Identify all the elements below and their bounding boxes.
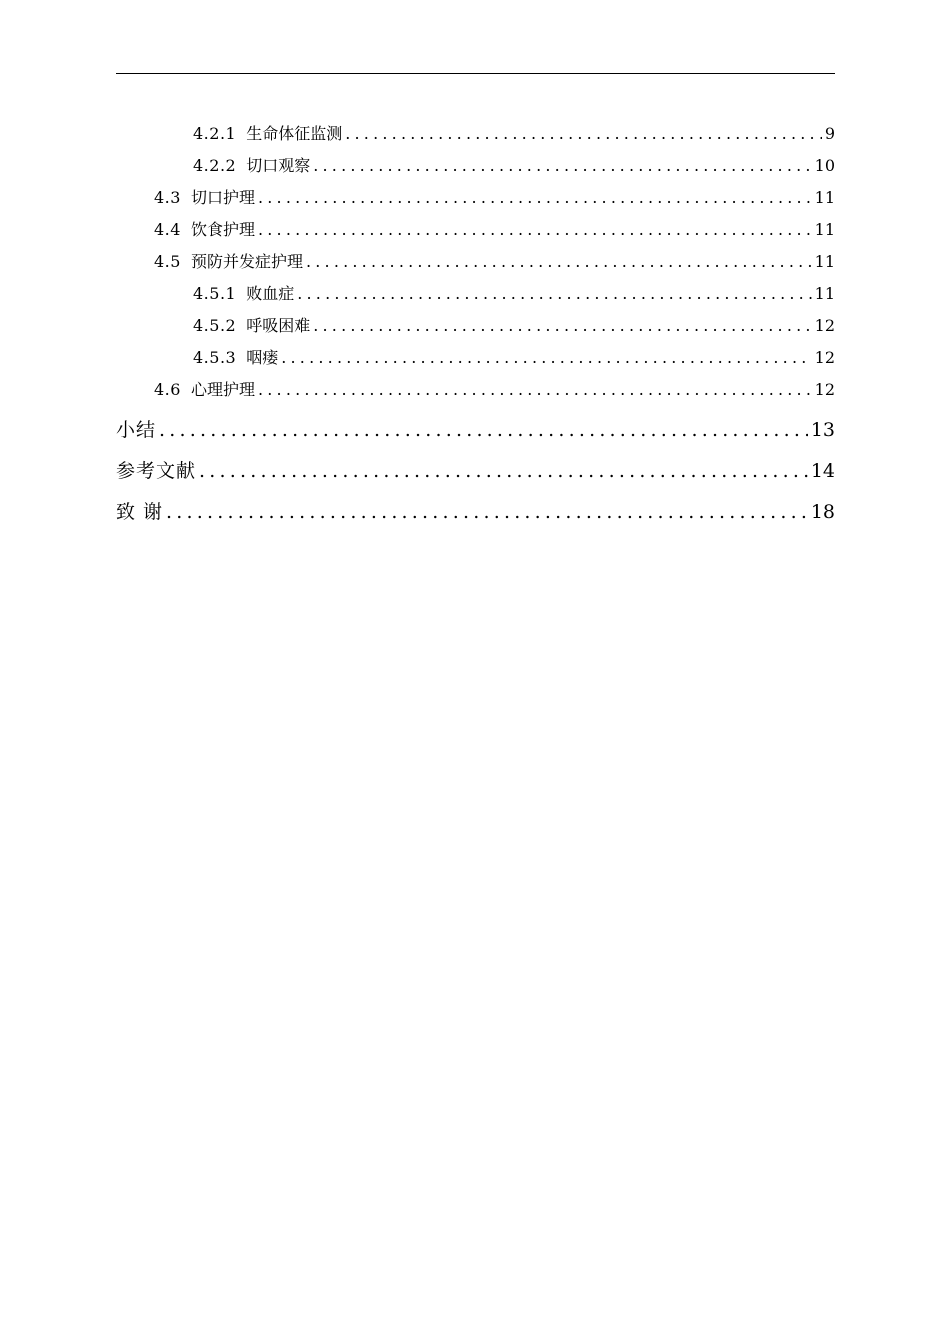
toc-entry-4-2-2 bbox=[116, 150, 835, 182]
toc-entry-page: 12 bbox=[814, 380, 835, 399]
toc-entry-4-5-1 bbox=[116, 278, 835, 310]
toc-entry-title: 败血症 bbox=[246, 284, 295, 303]
toc-dot-leader bbox=[199, 451, 808, 492]
toc-entry-number: 4.2.1 bbox=[193, 124, 237, 143]
toc-entry-title: 心理护理 bbox=[190, 380, 255, 399]
toc-entry-title: 致 谢 bbox=[116, 501, 164, 523]
toc-entry-title: 咽瘘 bbox=[246, 348, 279, 367]
toc-entry-4-5 bbox=[116, 246, 835, 278]
toc-dot-leader bbox=[281, 342, 811, 374]
toc-entry-title: 呼吸困难 bbox=[246, 316, 311, 335]
toc-dot-leader bbox=[159, 410, 808, 451]
toc-dot-leader bbox=[306, 246, 812, 278]
toc-entry-4-2-1 bbox=[116, 118, 835, 150]
toc-entry-number: 4.5 bbox=[154, 252, 181, 271]
toc-entry-number: 4.2.2 bbox=[193, 156, 237, 175]
toc-entry-page: 9 bbox=[824, 124, 835, 143]
toc-entry-page: 11 bbox=[814, 284, 835, 303]
toc-entry-page: 11 bbox=[814, 220, 835, 239]
toc-entry-page: 12 bbox=[814, 316, 835, 335]
toc-dot-leader bbox=[166, 492, 808, 533]
toc-dot-leader bbox=[258, 374, 812, 406]
toc-dot-leader bbox=[313, 150, 811, 182]
toc-entry-references bbox=[116, 451, 835, 492]
toc-entry-title: 小结 bbox=[116, 419, 157, 441]
toc-dot-leader bbox=[345, 118, 822, 150]
toc-dot-leader bbox=[297, 278, 811, 310]
toc-entry-4-5-2 bbox=[116, 310, 835, 342]
toc-entry-acknowledgements bbox=[116, 492, 835, 533]
toc-entry-page: 11 bbox=[814, 252, 835, 271]
toc-entry-title: 切口观察 bbox=[246, 156, 311, 175]
toc-entry-number: 4.5.2 bbox=[193, 316, 237, 335]
toc-entry-4-3 bbox=[116, 182, 835, 214]
toc-entry-title: 生命体征监测 bbox=[246, 124, 343, 143]
toc-entry-page: 10 bbox=[814, 156, 835, 175]
toc-entry-number: 4.3 bbox=[154, 188, 181, 207]
toc-entry-title: 预防并发症护理 bbox=[190, 252, 303, 271]
table-of-contents bbox=[116, 118, 835, 533]
toc-entry-page: 13 bbox=[810, 419, 835, 441]
toc-entry-4-4 bbox=[116, 214, 835, 246]
toc-entry-summary bbox=[116, 410, 835, 451]
toc-entry-number: 4.5.3 bbox=[193, 348, 237, 367]
toc-entry-number: 4.6 bbox=[154, 380, 181, 399]
toc-entry-4-5-3 bbox=[116, 342, 835, 374]
toc-entry-title: 饮食护理 bbox=[190, 220, 255, 239]
toc-entry-page: 18 bbox=[810, 501, 835, 523]
toc-entry-4-6 bbox=[116, 374, 835, 406]
toc-entry-number: 4.5.1 bbox=[193, 284, 237, 303]
toc-dot-leader bbox=[313, 310, 811, 342]
header-rule bbox=[116, 73, 835, 74]
toc-entry-page: 12 bbox=[814, 348, 835, 367]
toc-dot-leader bbox=[258, 214, 812, 246]
toc-entry-title: 切口护理 bbox=[190, 188, 255, 207]
toc-dot-leader bbox=[258, 182, 812, 214]
toc-entry-page: 14 bbox=[810, 460, 835, 482]
toc-entry-title: 参考文献 bbox=[116, 460, 197, 482]
toc-entry-number: 4.4 bbox=[154, 220, 181, 239]
toc-entry-page: 11 bbox=[814, 188, 835, 207]
